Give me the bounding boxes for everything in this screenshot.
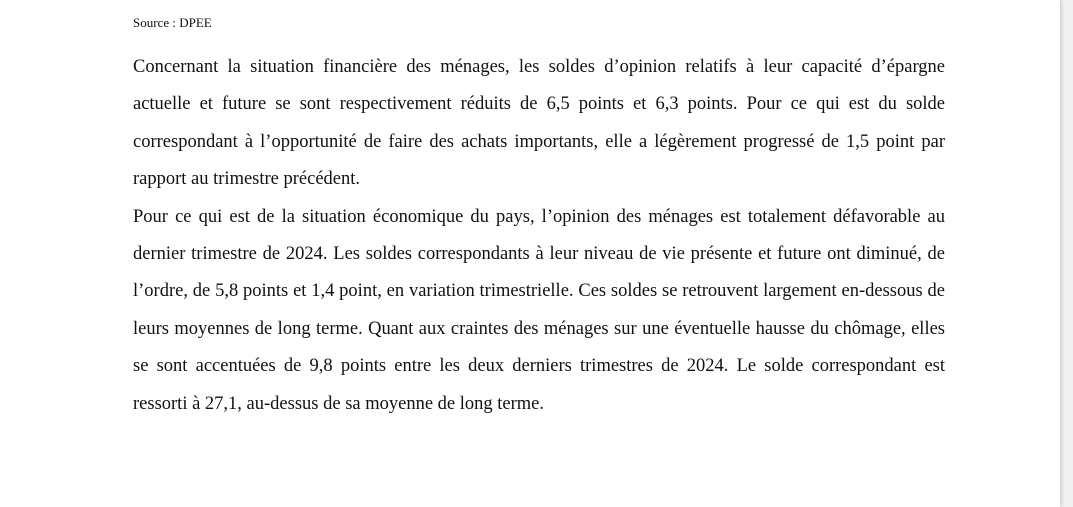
paragraph-household-finances: Concernant la situation financière des ménages, les soldes d’opinion relatifs à leur capacité d’épargne actuelle et future se sont respectivement réduits de 6,5 points et 6,3 points. Pour ce qui est du solde correspondant à l’opportunité de faire des achats importants, elle a légèrement progressé de 1,5 point par rapport au trimestre précédent. — [133, 57, 945, 190]
paragraph-economic-situation: Pour ce qui est de la situation économique du pays, l’opinion des ménages est totalement défavorable au dernier trimestre de 2024. Les soldes correspondants à leur niveau de vie présente et future ont diminué, de l’ordre, de 5,8 points et 1,4 point, en variation trimestrielle. Ces soldes se retrouvent largement en-dessous de leurs moyennes de long terme. Quant aux craintes des ménages sur une éventuelle hausse du chômage, elles se sont accentuées de 9,8 points entre les deux derniers trimestres de 2024. Le solde correspondant est ressorti à 27,1, au-dessus de sa moyenne de long terme. — [133, 206, 945, 414]
source-note: Source : DPEE — [133, 15, 212, 30]
body-text — [133, 49, 945, 423]
